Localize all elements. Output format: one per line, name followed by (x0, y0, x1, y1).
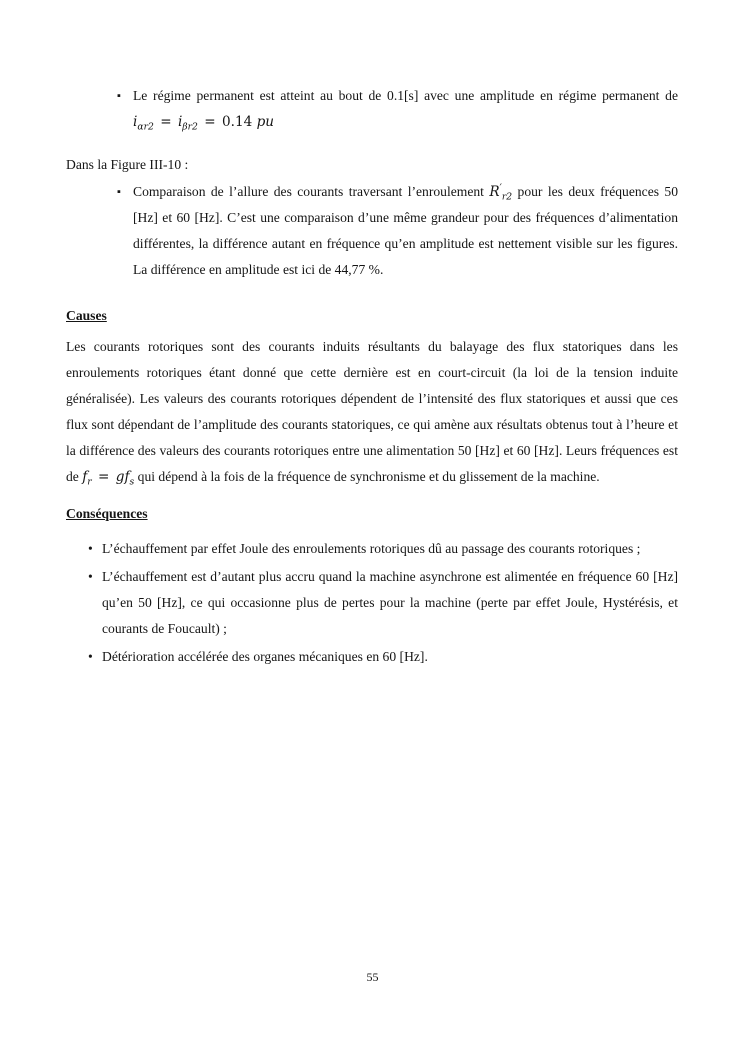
math-prime: ′ (499, 183, 502, 194)
math-operator: = (160, 114, 172, 130)
inline-formula-current-amplitude (133, 114, 275, 133)
page-content (66, 0, 678, 670)
causes-text-2: qui dépend à la fois de la fréquence de synchronisme et du glissement de la machine. (137, 469, 600, 484)
round-bullet-icon: • (88, 541, 93, 556)
consequence-item-text: L’échauffement par effet Joule des enroulements rotoriques dû au passage des courants rotoriques ; (102, 541, 641, 556)
math-unit: pu (256, 114, 275, 130)
math-operator: = (204, 114, 216, 130)
round-bullet-icon: • (88, 569, 93, 584)
math-subscript: s (129, 476, 135, 488)
math-var: i (177, 114, 183, 130)
inline-formula-rotor-frequency (82, 469, 135, 488)
math-var: gf (115, 469, 130, 485)
figure-reference-line: Dans la Figure III-10 : (66, 157, 189, 172)
math-subscript: αr2 (137, 121, 154, 133)
list-item (66, 179, 678, 283)
square-bullet-icon: ▪ (117, 186, 121, 198)
consequence-item-text: L’échauffement est d’autant plus accru quand la machine asynchrone est alimentée en fréquence 60 [Hz] qu’en 50 [Hz], ce qui occasionne plus de pertes pour la machine (perte par effet Joule, Hystérésis, et courants de Foucault) ; (102, 569, 678, 636)
list-item (66, 83, 678, 135)
list-item (66, 536, 678, 562)
consequences-list (66, 536, 678, 670)
math-var: f (82, 469, 88, 485)
math-var: R (489, 184, 500, 200)
intro-bullet-text: Le régime permanent est atteint au bout de 0.1[s] avec une amplitude en régime permanent de (133, 88, 678, 103)
round-bullet-icon: • (88, 649, 93, 664)
list-item (66, 564, 678, 642)
causes-text-1: Les courants rotoriques sont des courants induits résultants du balayage des flux statoriques dans les enroulements rotoriques étant donné que cette dernière est en court-circuit (la loi de la tension induite généralisée). Les valeurs des courants rotoriques dépendent de l’intensité des flux statoriques et aussi que ces flux sont dépendant de l’amplitude des courants statoriques, ce qui amène aux résultats obtenus tout à l’heure et la différence des valeurs des courants rotoriques entre une alimentation 50 [Hz] et 60 [Hz]. Leurs fréquences est de (66, 339, 678, 484)
causes-paragraph (66, 334, 678, 490)
math-value: 0.14 (221, 114, 253, 130)
section-heading-consequences: Conséquences (66, 506, 148, 521)
inline-formula-winding-resistance (489, 183, 513, 203)
figure-bullet-text-after: pour les deux fréquences 50 [Hz] et 60 [Hz]. C’est une comparaison d’une même grandeur pour des fréquences d’alimentation différentes, la différence autant en fréquence qu’en amplitude est nettement visible sur les figures. La différence en amplitude est ici de 44,77 %. (133, 184, 679, 277)
math-var: i (133, 114, 138, 130)
page-number: 55 (366, 970, 379, 984)
figure-bullet-text-before: Comparaison de l’allure des courants traversant l’enroulement (133, 184, 484, 199)
math-subscript: r2 (501, 191, 513, 203)
math-subscript: r (87, 476, 92, 488)
math-subscript: βr2 (182, 121, 198, 133)
list-item (66, 644, 678, 670)
square-bullet-icon: ▪ (117, 90, 121, 102)
section-heading-causes: Causes (66, 308, 107, 323)
math-operator: = (98, 469, 110, 485)
consequence-item-text: Détérioration accélérée des organes mécaniques en 60 [Hz]. (102, 649, 428, 664)
